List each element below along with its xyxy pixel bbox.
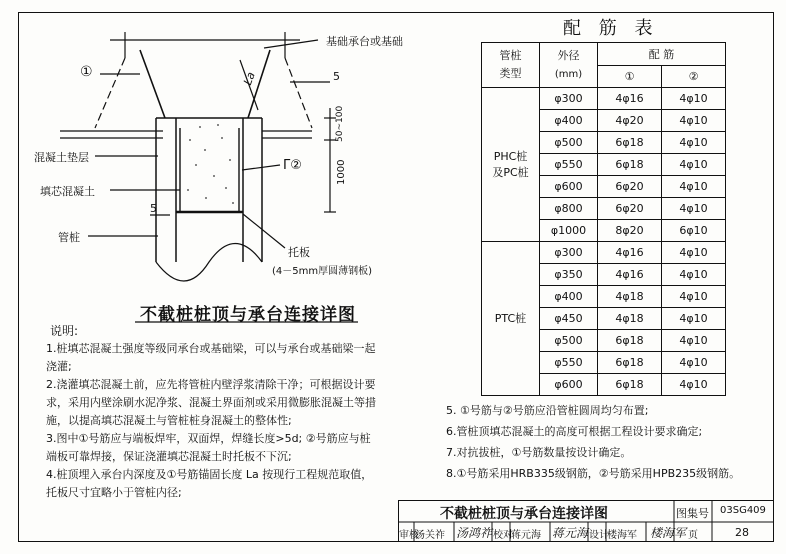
diameter-cell: φ450 (540, 308, 598, 330)
rebar-1-cell: 6φ18 (598, 374, 662, 396)
note-6: 6.管桩顶填芯混凝土的高度可根据工程设计要求确定; (446, 425, 703, 438)
section-5-label: 5 (333, 70, 340, 83)
designer-name: 楼海军 (607, 530, 637, 541)
rebar-2-cell: 4φ10 (662, 242, 726, 264)
plate-spec-label: (4－5mm厚圆薄钢板) (272, 266, 373, 277)
atlas-number: 03SG409 (720, 505, 766, 516)
header-type-line1: 管桩 (499, 49, 522, 62)
header-rebar: 配 筋 (598, 43, 726, 66)
header-col2: ② (662, 65, 726, 88)
rebar-1-cell: 4φ18 (598, 308, 662, 330)
diameter-cell: φ400 (540, 110, 598, 132)
rebar-2-cell: 4φ10 (662, 176, 726, 198)
diameter-cell: φ500 (540, 132, 598, 154)
rebar-2-cell: 4φ10 (662, 154, 726, 176)
page-label: 页 (688, 530, 698, 541)
rebar-2-cell: 4φ10 (662, 374, 726, 396)
notes-heading: 说明: (50, 324, 79, 338)
dim-embed-label: 50~100 (335, 105, 345, 142)
rebar-1-cell: 4φ18 (598, 286, 662, 308)
rebar-2-cell: 4φ10 (662, 88, 726, 110)
header-type-line2: 类型 (499, 67, 522, 80)
support-plate-label: 托板 (288, 246, 310, 259)
diameter-cell: φ300 (540, 88, 598, 110)
rebar-1-cell: 4φ16 (598, 88, 662, 110)
rebar-2-cell: 4φ10 (662, 330, 726, 352)
reviewer-signature: 汤鸿祚 (456, 526, 493, 540)
diameter-cell: φ1000 (540, 220, 598, 242)
diameter-cell: φ550 (540, 154, 598, 176)
note-7: 7.对抗拔桩，①号筋数量按设计确定。 (446, 446, 632, 459)
rebar-1-cell: 6φ18 (598, 330, 662, 352)
checker-name: 蒋元海 (511, 530, 541, 541)
header-dia-line2: (mm) (554, 68, 583, 80)
rebar-2-cell: 4φ10 (662, 110, 726, 132)
note-8: 8.①号筋采用HRB335级钢筋，②号筋采用HPB235级钢筋。 (446, 467, 741, 480)
diagram-title: 不截桩桩顶与承台连接详图 (140, 305, 356, 325)
rebar-1-cell: 6φ18 (598, 132, 662, 154)
diameter-cell: φ400 (540, 286, 598, 308)
diameter-cell: φ500 (540, 330, 598, 352)
diameter-cell: φ550 (540, 352, 598, 374)
diameter-cell: φ800 (540, 198, 598, 220)
designer-signature: 楼海军 (650, 526, 687, 540)
rebar-2-cell: 4φ10 (662, 308, 726, 330)
rebar-1-marker: ① (80, 64, 93, 80)
rebar-2-cell: 4φ10 (662, 264, 726, 286)
pile-type-line1: PHC桩 (493, 149, 528, 163)
rebar-1-cell: 6φ20 (598, 176, 662, 198)
pile-type-line2: 及PC桩 (492, 165, 529, 179)
dim-1000-label: 1000 (336, 159, 347, 185)
diameter-cell: φ300 (540, 242, 598, 264)
rebar-1-cell: 4φ16 (598, 264, 662, 286)
note-3: 3.图中①号筋应与端板焊牢，双面焊，焊缝长度>5d; ②号筋应与桩端板可靠焊接，保证浇灌填芯混凝土时托板不下沉; (46, 432, 371, 463)
note-5: 5. ①号筋与②号筋应沿管桩圆周均匀布置; (446, 404, 649, 417)
note-2: 2.浇灌填芯混凝土前，应先将管桩内壁浮浆清除干净；可根据设计要求，采用内壁涂刷水泥净浆、混凝土界面剂或采用微膨胀混凝土等措施，以提高填芯混凝土与管桩桩身混凝土的整体性; (46, 378, 376, 427)
diameter-cell: φ600 (540, 176, 598, 198)
rebar-2-cell: 4φ10 (662, 352, 726, 374)
rebar-2-cell: 4φ10 (662, 286, 726, 308)
anchor-length-label: La (241, 70, 258, 87)
rebar-2-marker: Γ② (283, 158, 302, 173)
header-dia-line1: 外径 (557, 48, 580, 62)
review-label: 审核 (399, 530, 419, 541)
cap-label: 基础承台或基础 (326, 35, 403, 48)
pile-type-line1: PTC桩 (494, 311, 527, 325)
rebar-1-cell: 8φ20 (598, 220, 662, 242)
rebar-1-cell: 6φ20 (598, 198, 662, 220)
reviewer-name: 汤关祚 (415, 530, 445, 541)
note-4: 4.桩顶埋入承台内深度及①号筋锚固长度 La 按现行工程规范取值，托板尺寸宜略小于管桩内径; (46, 468, 373, 499)
rebar-1-cell: 6φ18 (598, 352, 662, 374)
rebar-2-cell: 4φ10 (662, 198, 726, 220)
page-number: 28 (735, 526, 749, 539)
check-label: 校对 (493, 530, 513, 541)
rebar-2-cell: 6φ10 (662, 220, 726, 242)
rebar-1-cell: 4φ16 (598, 242, 662, 264)
table-title: 配 筋 表 (563, 18, 659, 39)
diameter-cell: φ600 (540, 374, 598, 396)
fill-concrete-label: 填芯混凝土 (40, 185, 95, 198)
rebar-1-cell: 4φ20 (598, 110, 662, 132)
checker-signature: 蒋元海 (552, 526, 589, 540)
title-block-title: 不截桩桩顶与承台连接详图 (440, 506, 608, 522)
cushion-label: 混凝土垫层 (34, 151, 89, 164)
rebar-1-cell: 6φ18 (598, 154, 662, 176)
header-col1: ① (598, 65, 662, 88)
design-label: 设计 (589, 530, 609, 541)
section-5b-label: 5 (150, 202, 157, 215)
pipe-pile-label: 管桩 (58, 231, 80, 244)
diameter-cell: φ350 (540, 264, 598, 286)
atlas-label: 图集号 (676, 507, 709, 520)
rebar-2-cell: 4φ10 (662, 132, 726, 154)
note-1: 1.桩填芯混凝土强度等级同承台或基础梁，可以与承台或基础梁一起浇灌; (46, 342, 376, 373)
